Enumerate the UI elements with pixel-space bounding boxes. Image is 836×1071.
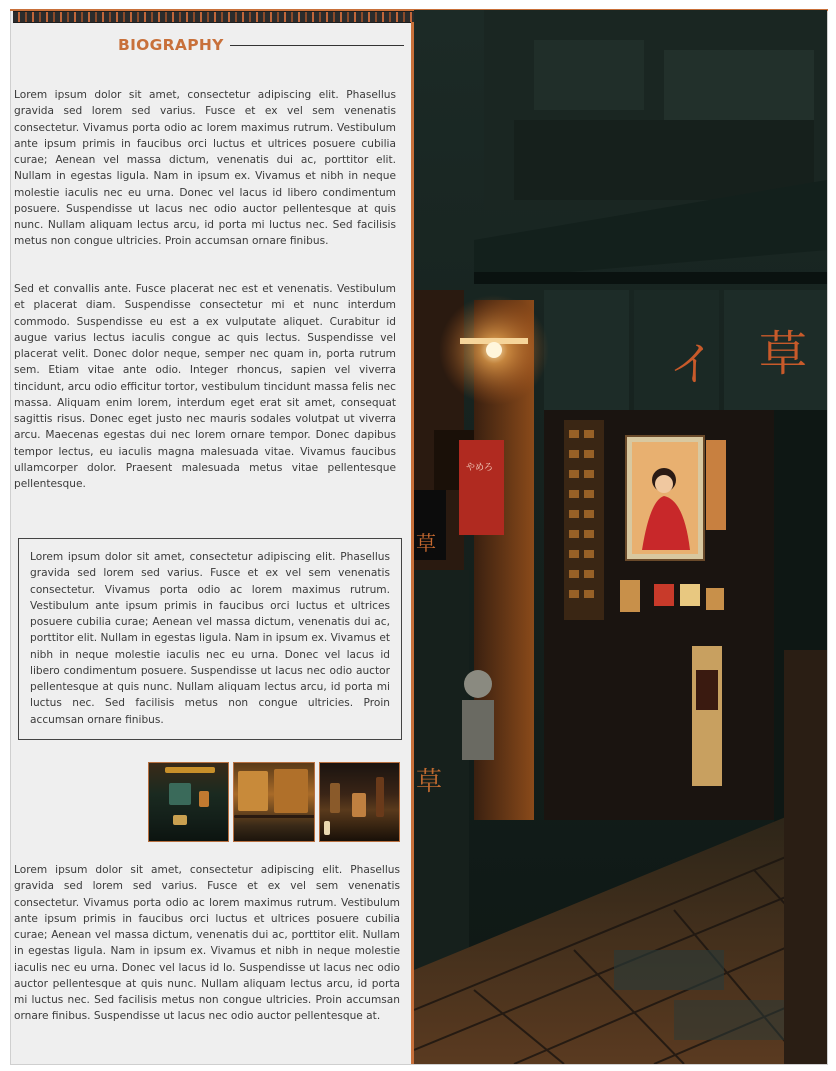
thumbnail-2[interactable]	[233, 762, 314, 842]
svg-text:イ: イ	[669, 337, 715, 391]
paragraph-4: Lorem ipsum dolor sit amet, consectetur adipiscing elit. Phasellus gravida sed lorem sed varius. Fusce et ex vel sem venenatis consectetur. Vivamus porta odio ac lorem maximus rutrum. Vestibulum ante ipsum primis in faucibus orci luctus et ultrices posuere cubilia curae; Aenean vel massa dictum, venenatis dui ac, porttitor elit. Nullam in egestas ligula. Nam in ipsum ex. Vivamus et nibh in neque molestie iaculis nec eu urna. Donec vel lacus id lo. Suspendisse ut lacus nec odio auctor pellentesque at quis nunc. Nullam aliquam lectus arcu, id porta mi luctus nec. Sed facilisis metus non congue ultricies. Proin accumsan ornare finibus. Suspendisse ut lacus nec odio auctor pellentesque at.	[14, 864, 400, 1023]
thumbnail-strip	[148, 762, 400, 842]
paragraph-1: Lorem ipsum dolor sit amet, consectetur adipiscing elit. Phasellus gravida sed lorem sed varius. Fusce et ex vel sem venenatis consectetur. Vivamus porta odio ac lorem maximus rutrum. Vestibulum ante ipsum primis in faucibus orci luctus et ultrices posuere cubilia curae; Aenean vel massa dictum, venenatis dui ac, porttitor elit. Nullam in egestas ligula. Nam in ipsum ex. Vivamus et nibh in neque molestie iaculis nec eu urna. Donec vel lacus id libero condimentum posuere. Suspendisse ut lacus nec odio auctor pellentesque at quis nunc. Nullam aliquam lectus arcu, id porta mi luctus nec. Sed facilisis metus non congue ultricies. Proin accumsan ornare finibus.	[14, 89, 396, 248]
section-heading	[118, 34, 404, 56]
thumbnail-3[interactable]	[319, 762, 400, 842]
night-alley-illustration	[414, 10, 827, 1064]
svg-text:草: 草	[759, 326, 808, 382]
section-title: BIOGRAPHY	[118, 36, 224, 54]
svg-text:草: 草	[416, 531, 436, 555]
left-column	[14, 24, 410, 1064]
paragraph-2: Sed et convallis ante. Fusce placerat nec est et venenatis. Vestibulum et placerat diam. Suspendisse consectetur mi et nunc interdum commodo. Suspendisse eu est a ex vulputate aliquet. Curabitur id augue varius lectus iaculis congue ac quis lectus. Suspendisse vel placerat velit. Donec dolor neque, semper nec quam in, porta rutrum sem. Etiam vitae ante odio. Integer rhoncus, sapien vel viverra tincidunt, arcu odio efficitur tortor, vestibulum tincidunt massa felis nec massa. Aliquam enim lorem, interdum eget erat sit amet, consequat sagittis risus. Donec eget justo nec mauris sodales volutpat ut viverra arcu. Maecenas egestas dui nec lorem ornare tempor. Donec dapibus tempor lectus, eu iaculis magna malesuada vitae. Vivamus faucibus ullamcorper dolor. Praesent malesuada metus vitae pellentesque pellentesque.	[14, 283, 396, 490]
svg-text:草: 草	[416, 767, 443, 797]
boxed-quote	[18, 538, 402, 740]
thumbnail-1[interactable]	[148, 762, 229, 842]
boxed-paragraph: Lorem ipsum dolor sit amet, consectetur adipiscing elit. Phasellus gravida sed lorem sed varius. Fusce et ex vel sem venenatis consectetur. Vivamus porta odio ac lorem maximus rutrum. Vestibulum ante ipsum primis in faucibus orci luctus et ultrices posuere cubilia curae; Aenean vel massa dictum, venenatis dui ac, porttitor elit. Nullam in egestas ligula. Nam in ipsum ex. Vivamus et nibh in neque molestie iaculis nec eu urna. Donec vel lacus id libero condimentum posuere. Suspendisse ut lacus nec odio auctor pellentesque at quis nunc. Nullam aliquam lectus arcu, id porta mi luctus nec. Sed facilisis metus non congue ultricies. Proin accumsan ornare finibus.	[30, 551, 390, 726]
svg-text:やめろ: やめろ	[466, 463, 494, 473]
feature-photo	[414, 10, 827, 1064]
heading-rule	[230, 45, 404, 46]
